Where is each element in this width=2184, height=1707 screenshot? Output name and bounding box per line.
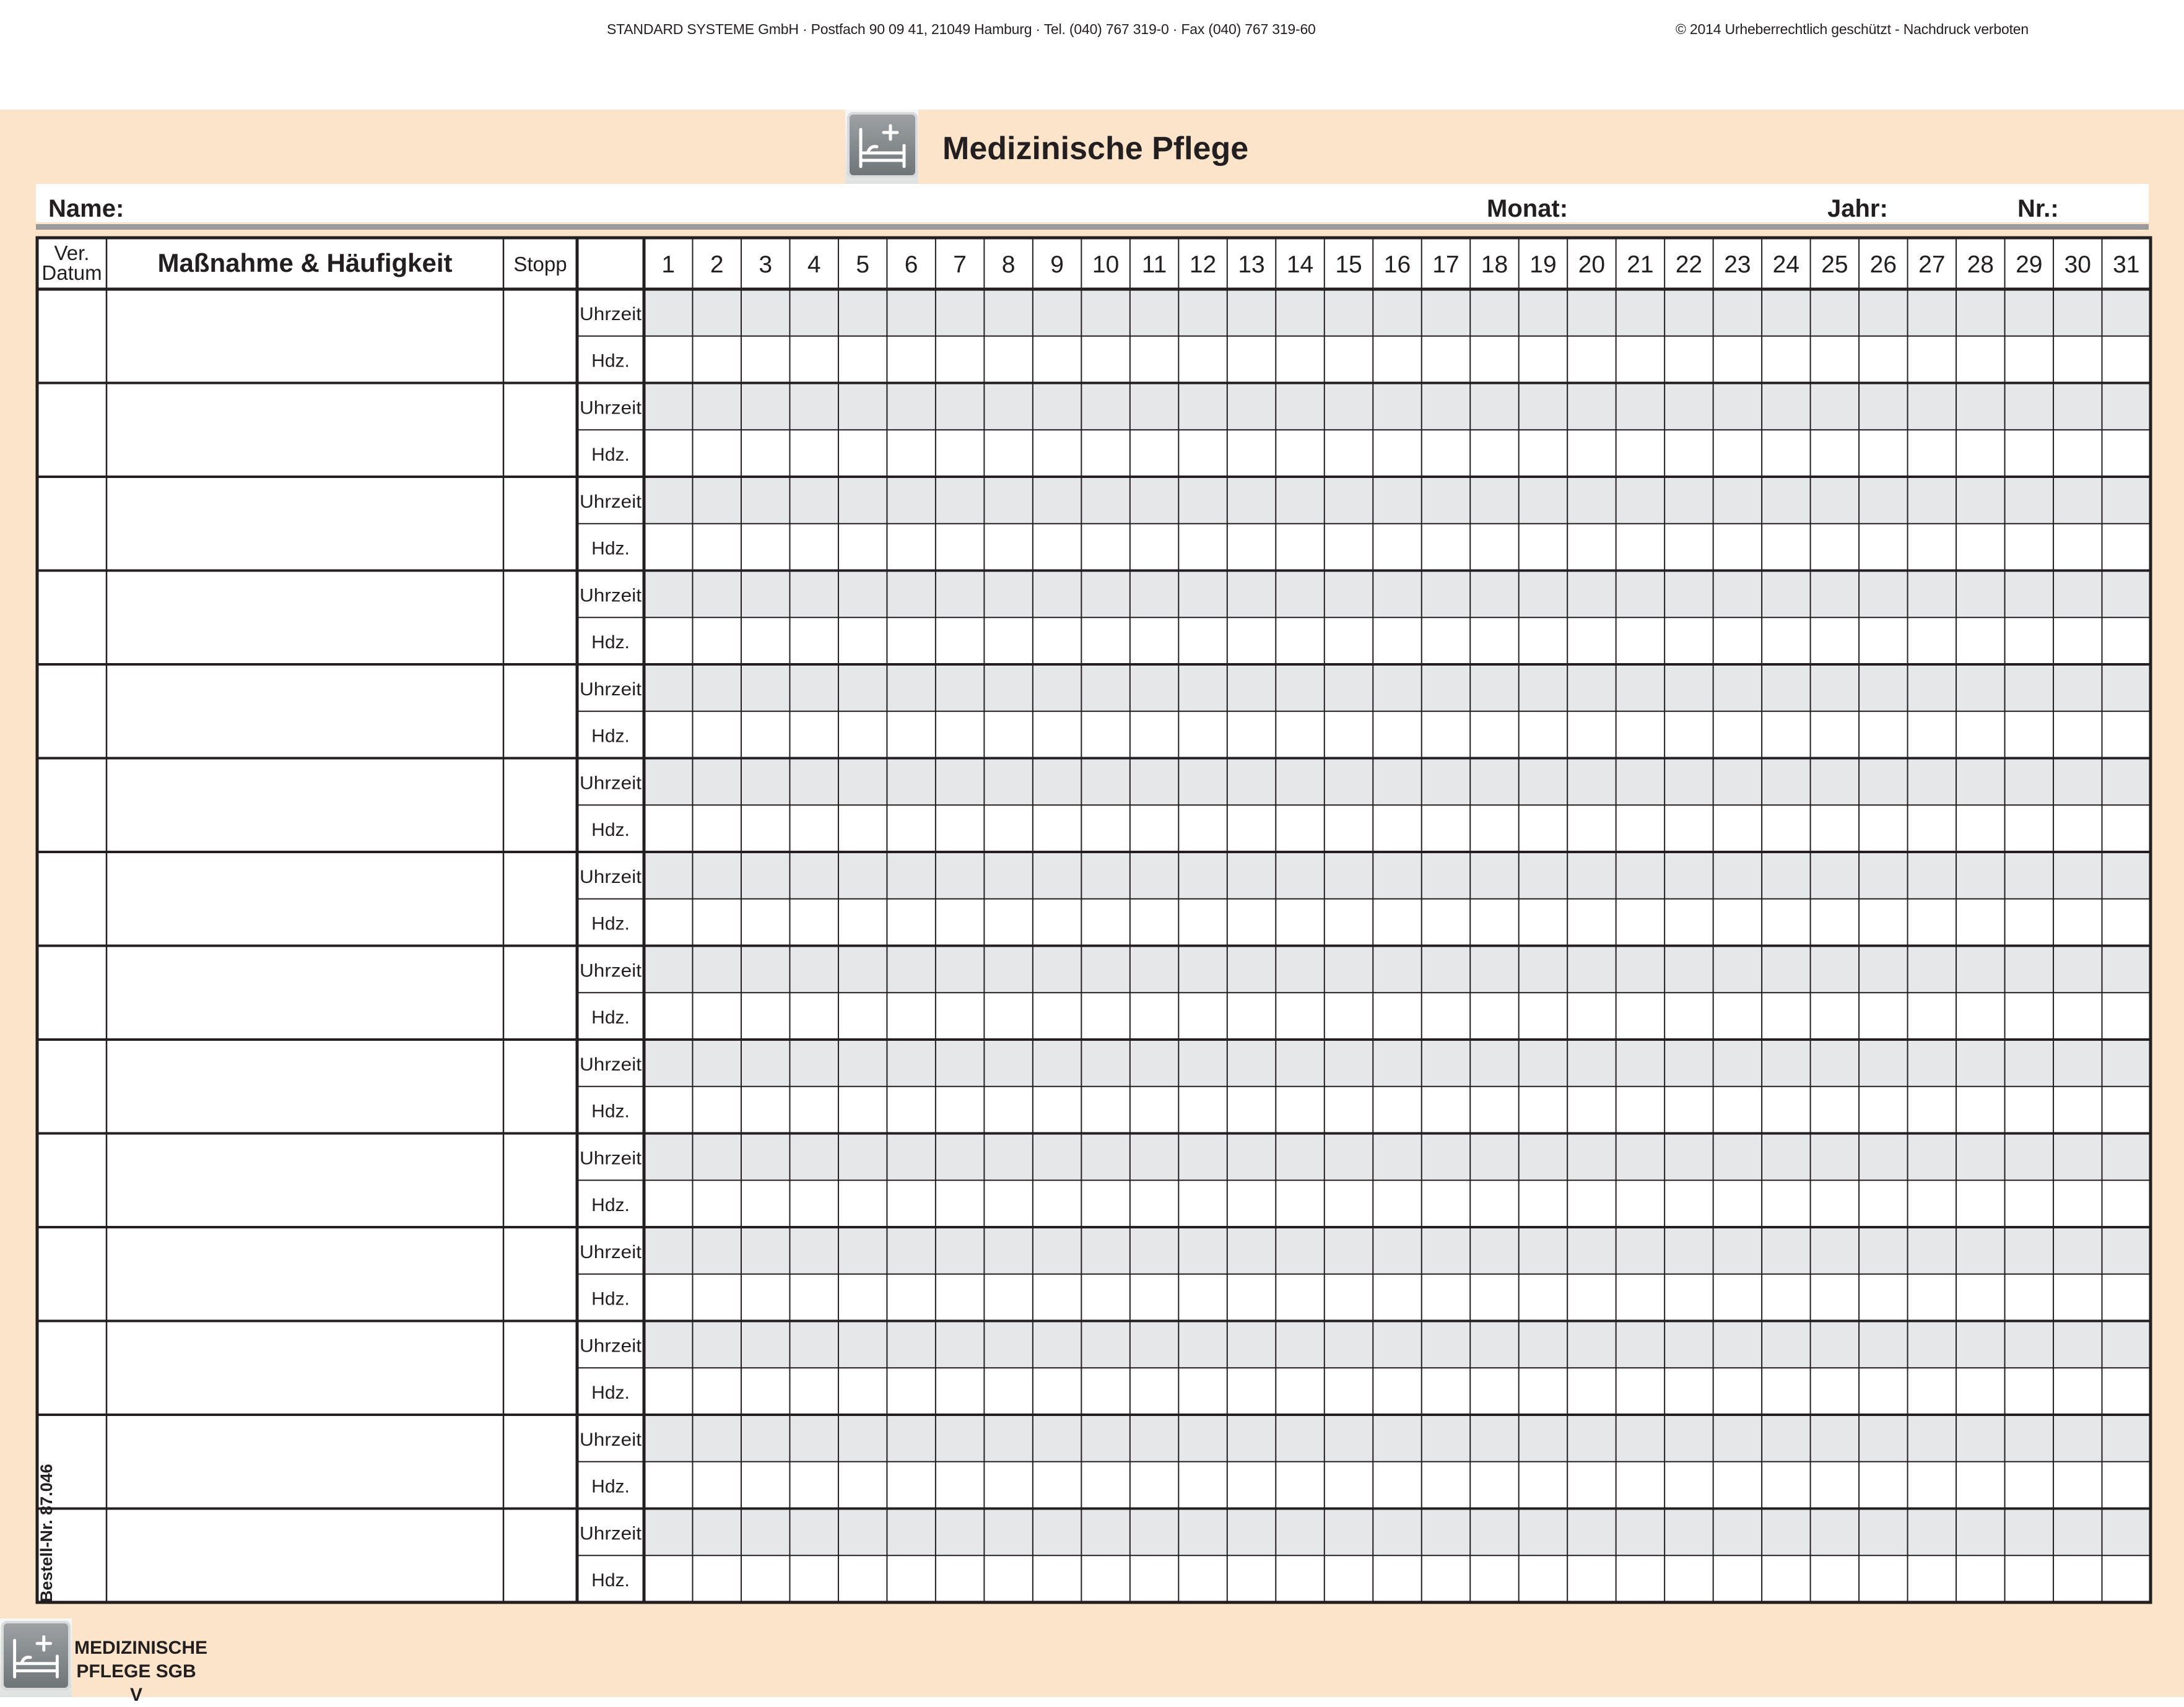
uhrzeit-shade bbox=[644, 852, 2151, 899]
footer-title-line1: MEDIZINISCHE bbox=[74, 1638, 208, 1658]
day-header-7: 7 bbox=[953, 251, 967, 278]
publisher-line: STANDARD SYSTEME GmbH · Postfach 90 09 41, 21049 Hamburg · Tel. (040) 767 319-0 · Fax (040) 767 319-60 bbox=[607, 21, 1316, 37]
uhrzeit-label: Uhrzeit bbox=[580, 866, 642, 887]
uhrzeit-label: Uhrzeit bbox=[580, 1148, 642, 1169]
page-title: Medizinische Pflege bbox=[942, 131, 1249, 167]
hdz-label: Hdz. bbox=[591, 1288, 630, 1310]
day-header-6: 6 bbox=[904, 251, 918, 278]
uhrzeit-label: Uhrzeit bbox=[580, 1241, 642, 1262]
nr-field-label: Nr.: bbox=[2017, 195, 2059, 222]
day-header-27: 27 bbox=[1918, 251, 1946, 278]
uhrzeit-shade bbox=[644, 1509, 2151, 1556]
hdz-label: Hdz. bbox=[591, 632, 630, 653]
day-header-29: 29 bbox=[2016, 251, 2043, 278]
uhrzeit-shade bbox=[644, 1134, 2151, 1181]
uhrzeit-label: Uhrzeit bbox=[580, 397, 642, 419]
header-ver-label: Ver. bbox=[54, 241, 90, 264]
day-header-30: 30 bbox=[2064, 251, 2091, 278]
hdz-label: Hdz. bbox=[591, 820, 630, 841]
uhrzeit-shade bbox=[644, 1321, 2151, 1368]
hdz-label: Hdz. bbox=[591, 1383, 630, 1404]
uhrzeit-label: Uhrzeit bbox=[580, 585, 642, 606]
uhrzeit-shade bbox=[644, 1227, 2151, 1274]
copyright-notice: © 2014 Urheberrechtlich geschützt - Nachdruck verboten bbox=[1676, 21, 2029, 37]
hdz-label: Hdz. bbox=[591, 538, 630, 559]
uhrzeit-shade bbox=[644, 946, 2151, 993]
jahr-field-label: Jahr: bbox=[1827, 195, 1888, 222]
day-header-1: 1 bbox=[661, 251, 676, 278]
day-header-10: 10 bbox=[1092, 251, 1120, 278]
day-header-26: 26 bbox=[1869, 251, 1897, 278]
uhrzeit-shade bbox=[644, 383, 2151, 430]
uhrzeit-shade bbox=[644, 664, 2151, 711]
name-field-label: Name: bbox=[48, 195, 124, 222]
day-header-2: 2 bbox=[710, 251, 724, 278]
day-header-3: 3 bbox=[759, 251, 773, 278]
hdz-label: Hdz. bbox=[591, 1007, 630, 1028]
day-header-8: 8 bbox=[1001, 251, 1016, 278]
hdz-label: Hdz. bbox=[591, 726, 630, 747]
uhrzeit-label: Uhrzeit bbox=[580, 1523, 642, 1544]
day-header-12: 12 bbox=[1189, 251, 1217, 278]
hdz-label: Hdz. bbox=[591, 1195, 630, 1216]
day-header-16: 16 bbox=[1383, 251, 1411, 278]
day-header-11: 11 bbox=[1141, 251, 1167, 278]
day-header-23: 23 bbox=[1724, 251, 1751, 278]
uhrzeit-label: Uhrzeit bbox=[580, 1429, 642, 1450]
day-header-18: 18 bbox=[1481, 251, 1508, 278]
day-header-31: 31 bbox=[2113, 251, 2140, 278]
uhrzeit-shade bbox=[644, 571, 2151, 618]
hospital-bed-icon bbox=[1, 1621, 71, 1690]
uhrzeit-shade bbox=[644, 758, 2151, 806]
hdz-label: Hdz. bbox=[591, 350, 630, 371]
uhrzeit-label: Uhrzeit bbox=[580, 1336, 642, 1357]
hdz-label: Hdz. bbox=[591, 1101, 630, 1122]
uhrzeit-label: Uhrzeit bbox=[580, 491, 642, 512]
day-header-25: 25 bbox=[1821, 251, 1848, 278]
uhrzeit-label: Uhrzeit bbox=[580, 1054, 642, 1075]
uhrzeit-label: Uhrzeit bbox=[580, 960, 642, 981]
uhrzeit-label: Uhrzeit bbox=[580, 679, 642, 700]
day-header-17: 17 bbox=[1432, 251, 1460, 278]
header-stopp-label: Stopp bbox=[513, 253, 567, 276]
day-header-4: 4 bbox=[807, 251, 821, 278]
day-header-15: 15 bbox=[1335, 251, 1362, 278]
hdz-label: Hdz. bbox=[591, 1476, 630, 1497]
uhrzeit-label: Uhrzeit bbox=[580, 303, 642, 324]
day-header-21: 21 bbox=[1627, 251, 1654, 278]
header-massnahme-label: Maßnahme & Häufigkeit bbox=[157, 248, 453, 277]
uhrzeit-shade bbox=[644, 477, 2151, 524]
day-header-14: 14 bbox=[1286, 251, 1314, 278]
footer-title-line2: PFLEGE SGB V bbox=[76, 1661, 196, 1705]
uhrzeit-shade bbox=[644, 1040, 2151, 1087]
day-header-19: 19 bbox=[1529, 251, 1557, 278]
day-header-24: 24 bbox=[1772, 251, 1800, 278]
uhrzeit-label: Uhrzeit bbox=[580, 773, 642, 794]
hdz-label: Hdz. bbox=[591, 445, 630, 466]
day-header-20: 20 bbox=[1578, 251, 1606, 278]
day-header-13: 13 bbox=[1238, 251, 1265, 278]
day-header-28: 28 bbox=[1967, 251, 1995, 278]
day-header-9: 9 bbox=[1050, 251, 1064, 278]
hdz-label: Hdz. bbox=[591, 1570, 630, 1591]
hdz-label: Hdz. bbox=[591, 913, 630, 934]
monat-field-label: Monat: bbox=[1487, 195, 1568, 222]
footer-title bbox=[74, 1636, 208, 1707]
day-header-5: 5 bbox=[856, 251, 870, 278]
order-number: Bestell-Nr. 87.046 bbox=[37, 1464, 56, 1602]
table-body bbox=[37, 238, 2151, 1602]
uhrzeit-shade bbox=[644, 1415, 2151, 1462]
header-datum-label: Datum bbox=[41, 261, 102, 284]
day-header-22: 22 bbox=[1675, 251, 1703, 278]
uhrzeit-shade bbox=[644, 289, 2151, 336]
